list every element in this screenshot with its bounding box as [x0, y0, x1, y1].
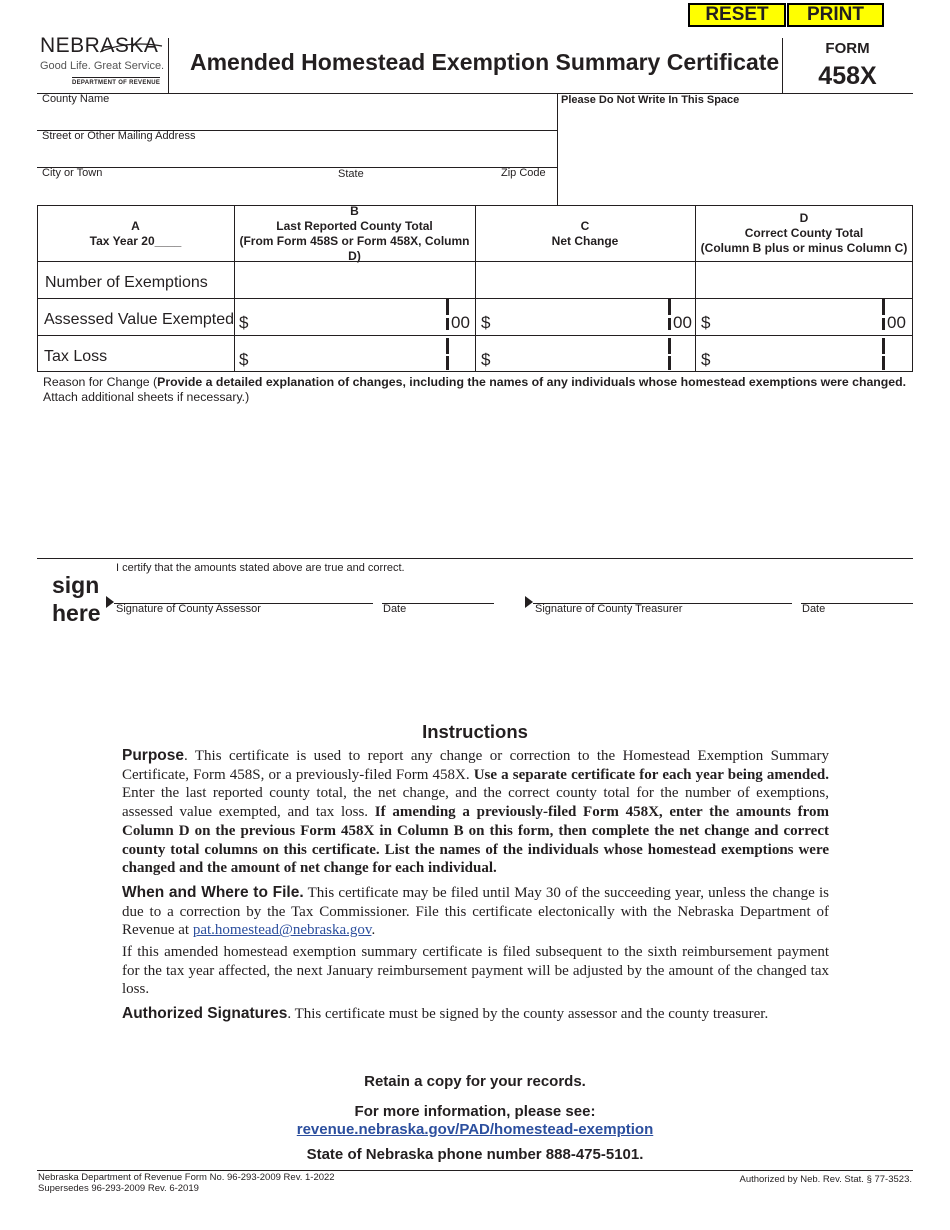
form-number: 458X — [818, 62, 877, 90]
homestead-url-link[interactable]: revenue.nebraska.gov/PAD/homestead-exemption — [296, 1121, 654, 1138]
logo-name: NEBRASKA — [40, 34, 159, 57]
logo-tagline: Good Life. Great Service. — [40, 60, 165, 72]
page-title: Amended Homestead Exemption Summary Certificate — [190, 49, 780, 75]
reset-button[interactable]: RESET — [688, 3, 786, 27]
street-address-label: Street or Other Mailing Address — [42, 130, 196, 142]
exemptions-b-input[interactable] — [240, 268, 470, 292]
cents-value: 00 — [451, 313, 470, 332]
exemptions-d-input[interactable] — [701, 268, 908, 292]
logo-swoosh-icon — [98, 38, 164, 54]
taxloss-c-input[interactable] — [496, 346, 664, 368]
certify-text: I certify that the amounts stated above are true and correct. — [116, 562, 405, 574]
email-link[interactable]: pat.homestead@nebraska.gov — [192, 922, 372, 939]
street-address-input[interactable] — [42, 145, 552, 165]
reason-textarea[interactable] — [43, 408, 911, 552]
arrow-marker-icon — [106, 596, 114, 608]
city-label: City or Town — [42, 167, 103, 179]
more-info-text: For more information, please see: — [354, 1103, 596, 1120]
assessed-d-input[interactable] — [716, 309, 878, 331]
purpose-paragraph: Purpose. This certificate is used to report any change or correction to the Homestead Exemption Summary Certificate, Form 458S, or a previously-filed Form 458X. Use a separate certificate for each year being amended. Enter the last reported county total, the net change, and the correct county total for the number of exemptions, assessed value exempted, and tax loss. If amending a previously-filed Form 458X, enter the amounts from Column D on the previous Form 458X in Column B on this form, then complete the net change and correct county total columns on this certificate. List the names of the individuals whose homestead exemptions were changed and the amount of net change for each individual. — [122, 747, 829, 877]
currency-symbol: $ — [701, 313, 711, 332]
county-name-label: County Name — [42, 93, 110, 105]
taxloss-d-input[interactable] — [716, 346, 878, 368]
sign-label: sign — [52, 572, 100, 598]
column-a-header: A Tax Year 20____ — [89, 218, 182, 248]
assessed-b-input[interactable] — [254, 309, 442, 331]
row-number-of-exemptions: Number of Exemptions — [45, 274, 208, 291]
city-input[interactable] — [42, 182, 322, 200]
cents-value: 00 — [887, 313, 906, 332]
subsequent-paragraph: If this amended homestead exemption summary certificate is filed subsequent to the sixth reimbursement payment for the tax year affected, the next January reimbursement payment will be adjusted by the amount of the changed tax loss. — [122, 944, 829, 998]
here-label: here — [52, 600, 101, 626]
assessor-signature-label: Signature of County Assessor — [116, 603, 261, 615]
row-tax-loss: Tax Loss — [44, 348, 108, 365]
arrow-marker-icon — [525, 596, 533, 608]
treasurer-date-label: Date — [802, 603, 826, 615]
cents-value: 00 — [673, 313, 692, 332]
treasurer-signature-label: Signature of County Treasurer — [535, 603, 683, 615]
state-input[interactable] — [338, 182, 488, 200]
retain-copy-text: Retain a copy for your records. — [364, 1073, 586, 1090]
column-b-header: B Last Reported County Total (From Form 458S or Form 458X, Column D) — [239, 203, 470, 263]
phone-text: State of Nebraska phone number 888-475-5101. — [306, 1146, 644, 1163]
exemptions-c-input[interactable] — [481, 268, 690, 292]
currency-symbol: $ — [701, 350, 711, 369]
reason-label: Reason for Change (Provide a detailed explanation of changes, including the names of any individuals whose homestead exemptions were changed. Attach additional sheets if necessary.) — [43, 375, 907, 404]
when-where-paragraph: When and Where to File. This certificate may be filed until May 30 of the succeeding year, unless the change is due to a correction by the Tax Commissioner. File this certificate electonically with the Nebraska Department of Revenue at pat.homestead@nebraska.gov. — [122, 884, 829, 939]
assessor-date-field[interactable] — [384, 584, 492, 602]
zip-input[interactable] — [501, 182, 553, 200]
instructions-title: Instructions — [422, 721, 528, 742]
column-c-header: C Net Change — [551, 218, 619, 248]
do-not-write-label: Please Do Not Write In This Space — [561, 94, 740, 106]
state-label: State — [338, 168, 364, 180]
assessor-signature-field[interactable] — [116, 584, 370, 602]
logo-dept: DEPARTMENT OF REVENUE — [72, 80, 161, 86]
nebraska-logo — [38, 34, 166, 90]
authorized-by-text: Authorized by Neb. Rev. Stat. § 77-3523. — [739, 1174, 912, 1185]
county-name-input[interactable] — [42, 108, 552, 128]
column-d-header: D Correct County Total (Column B plus or minus Column C) — [700, 211, 908, 255]
zip-label: Zip Code — [501, 167, 546, 179]
authorized-signatures-paragraph: Authorized Signatures. This certificate must be signed by the county assessor and the county treasurer. — [122, 1005, 769, 1022]
currency-symbol: $ — [239, 313, 249, 332]
currency-symbol: $ — [481, 350, 491, 369]
form-number-footer: Nebraska Department of Revenue Form No. 96-293-2009 Rev. 1-2022 Supersedes 96-293-2009 Rev. 6-2019 — [38, 1172, 335, 1194]
assessor-date-label: Date — [383, 603, 407, 615]
currency-symbol: $ — [239, 350, 249, 369]
form-label: FORM — [825, 40, 870, 57]
row-assessed-value-exempted: Assessed Value Exempted — [44, 311, 235, 328]
taxloss-b-input[interactable] — [254, 346, 442, 368]
print-button[interactable]: PRINT — [787, 3, 884, 27]
assessed-c-input[interactable] — [496, 309, 664, 331]
treasurer-date-field[interactable] — [803, 584, 911, 602]
currency-symbol: $ — [481, 313, 491, 332]
treasurer-signature-field[interactable] — [535, 584, 790, 602]
